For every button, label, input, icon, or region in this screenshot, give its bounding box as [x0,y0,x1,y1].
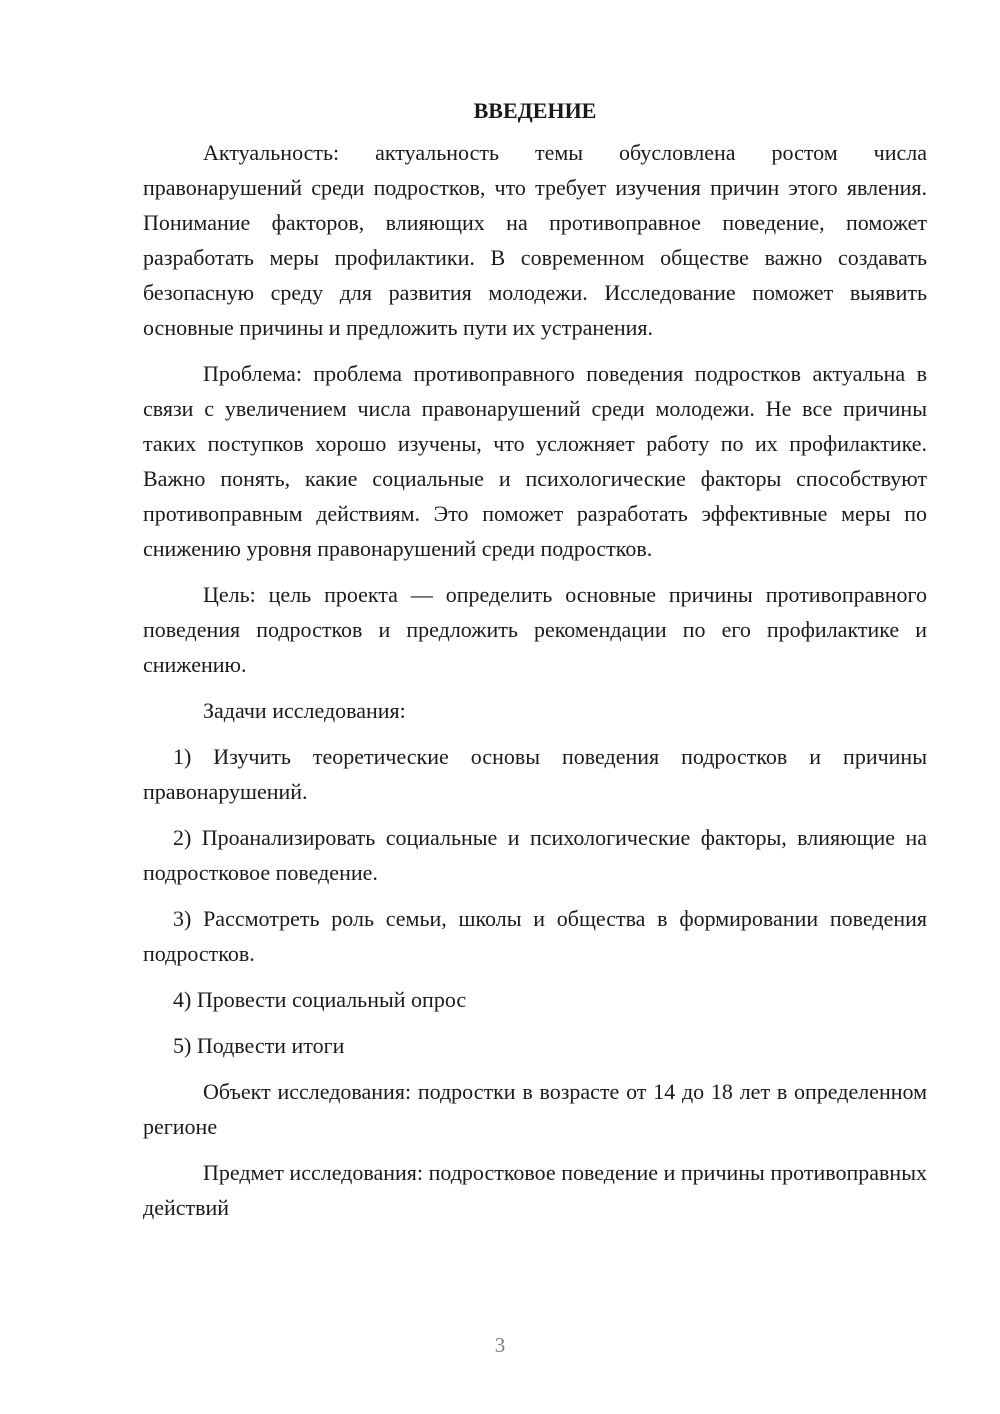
paragraph-object: Объект исследования: подростки в возрасте от 14 до 18 лет в определенном регионе [143,1079,927,1139]
task-item-5: 5) Подвести итоги [173,1033,345,1058]
task-item-1: 1) Изучить теоретические основы поведения подростков и причины правонарушений. [143,744,927,804]
paragraph-problem: Проблема: проблема противоправного поведения подростков актуальна в связи с увеличением числа правонарушений среди молодежи. Не все причины таких поступков хорошо изучены, что усложняет работу по их профилактике. Важно понять, какие социальные и психологические факторы способствуют противоправным действиям. Это поможет разработать эффективные меры по снижению уровня правонарушений среди подростков. [143,361,927,561]
task-item-4: 4) Провести социальный опрос [173,987,467,1012]
tasks-heading: Задачи исследования: [203,698,406,723]
paragraph-relevance: Актуальность: актуальность темы обусловлена ростом числа правонарушений среди подростков, что требует изучения причин этого явления. Понимание факторов, влияющих на противоправное поведение, поможет разработать меры профилактики. В современном обществе важно создавать безопасную среду для развития молодежи. Исследование поможет выявить основные причины и предложить пути их устранения. [143,140,927,340]
paragraph-goal: Цель: цель проекта — определить основные причины противоправного поведения подростков и предложить рекомендации по его профилактике и снижению. [143,582,927,677]
page-content [143,93,927,1236]
page-number: 3 [494,1333,506,1357]
task-item-2: 2) Проанализировать социальные и психологические факторы, влияющие на подростковое поведение. [143,825,927,885]
task-item-3: 3) Рассмотреть роль семьи, школы и общества в формировании поведения подростков. [143,906,927,966]
section-heading: ВВЕДЕНИЕ [473,98,597,123]
paragraph-subject: Предмет исследования: подростковое поведение и причины противоправных действий [143,1160,927,1220]
